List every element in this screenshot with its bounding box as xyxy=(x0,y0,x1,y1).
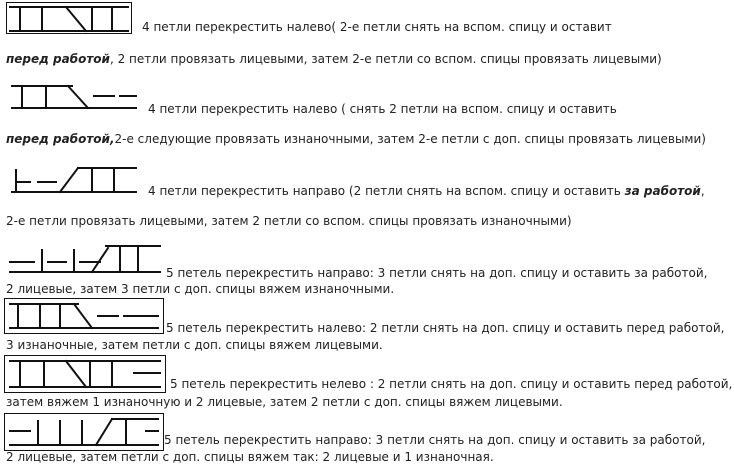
instruction-text xyxy=(142,20,612,34)
instruction-text-part: 3 изнаночные, затем петли с доп. спицы вяжем лицевыми. xyxy=(6,338,383,352)
cable-symbol-5-left-knit xyxy=(4,355,166,393)
cable-symbol-5-right-purl xyxy=(4,240,164,276)
instruction-text xyxy=(148,184,705,198)
instruction-text-part: 2 лицевые, затем 3 петли с доп. спицы вяжем изнаночными. xyxy=(6,282,395,296)
instruction-entry-3 xyxy=(0,158,734,228)
instruction-text-part: 4 петли перекрестить направо (2 петли снять на вспом. спицу и оставить xyxy=(148,184,625,198)
instruction-text xyxy=(170,377,732,391)
instruction-text xyxy=(166,321,724,335)
emphasis-text: перед работой xyxy=(6,52,110,66)
instruction-text-part: 5 петель перекрестить направо: 3 петли снять на доп. спицу и оставить за работой, xyxy=(166,266,708,280)
instruction-text-part: 2 лицевые, затем петли с доп. спицы вяжем так: 2 лицевые и 1 изнаночная. xyxy=(6,450,494,464)
cable-symbol-4-left-knit xyxy=(6,2,132,34)
instruction-text-part: 4 петли перекрестить налево ( снять 2 петли на вспом. спицу и оставить xyxy=(148,102,617,116)
emphasis-text: за работой xyxy=(624,184,701,198)
instruction-text-part: 2-е следующие провязать изнаночными, затем 2-е петли с доп. спицы провязать лицевыми) xyxy=(114,132,706,146)
instruction-text-continued xyxy=(6,395,563,409)
instruction-text-part: 5 петель перекрестить нелево : 2 петли снять на доп. спицу и оставить перед работой, xyxy=(170,377,733,391)
instruction-text-part: , 2 петли провязать лицевыми, затем 2-е петли со вспом. спицы провязать лицевыми) xyxy=(109,52,662,66)
instruction-entry-5 xyxy=(0,298,734,356)
instruction-entry-6 xyxy=(0,355,734,413)
cable-symbol-5-left-purl xyxy=(4,298,164,334)
instruction-text-part: 4 петли перекрестить налево( 2-е петли снять на вспом. спицу и оставит xyxy=(142,20,612,34)
instruction-text-part: 2-е петли провязать лицевыми, затем 2 петли со вспом. спицы провязать изнаночными) xyxy=(6,214,572,228)
instruction-text-continued xyxy=(6,282,394,296)
instruction-text-continued xyxy=(6,132,706,146)
cable-symbol-4-left-purl xyxy=(6,80,140,114)
instruction-entry-4 xyxy=(0,238,734,296)
instruction-entry-2 xyxy=(0,80,734,144)
instruction-text-part: 5 петель перекрестить направо: 3 петли снять на доп. спицу и оставить за работой, xyxy=(164,433,706,447)
instruction-text-continued xyxy=(6,450,494,464)
instruction-text-continued xyxy=(6,52,662,66)
instruction-text xyxy=(166,266,707,280)
instruction-text-part: 5 петель перекрестить налево: 2 петли снять на доп. спицу и оставить перед работой, xyxy=(166,321,725,335)
instruction-text xyxy=(164,433,705,447)
instruction-text-continued xyxy=(6,338,383,352)
cable-symbol-5-right-mixed xyxy=(4,413,164,451)
instruction-text-continued xyxy=(6,214,572,228)
instruction-text xyxy=(148,102,617,116)
emphasis-text: перед работой, xyxy=(6,132,115,146)
instruction-text-part: затем вяжем 1 изнаночную и 2 лицевые, затем 2 петли с доп. спицы вяжем лицевыми. xyxy=(6,395,563,409)
instruction-entry-1 xyxy=(0,0,734,64)
instruction-entry-7 xyxy=(0,413,734,471)
cable-symbol-4-right-purl xyxy=(6,160,142,196)
instruction-text-part: , xyxy=(700,184,705,198)
